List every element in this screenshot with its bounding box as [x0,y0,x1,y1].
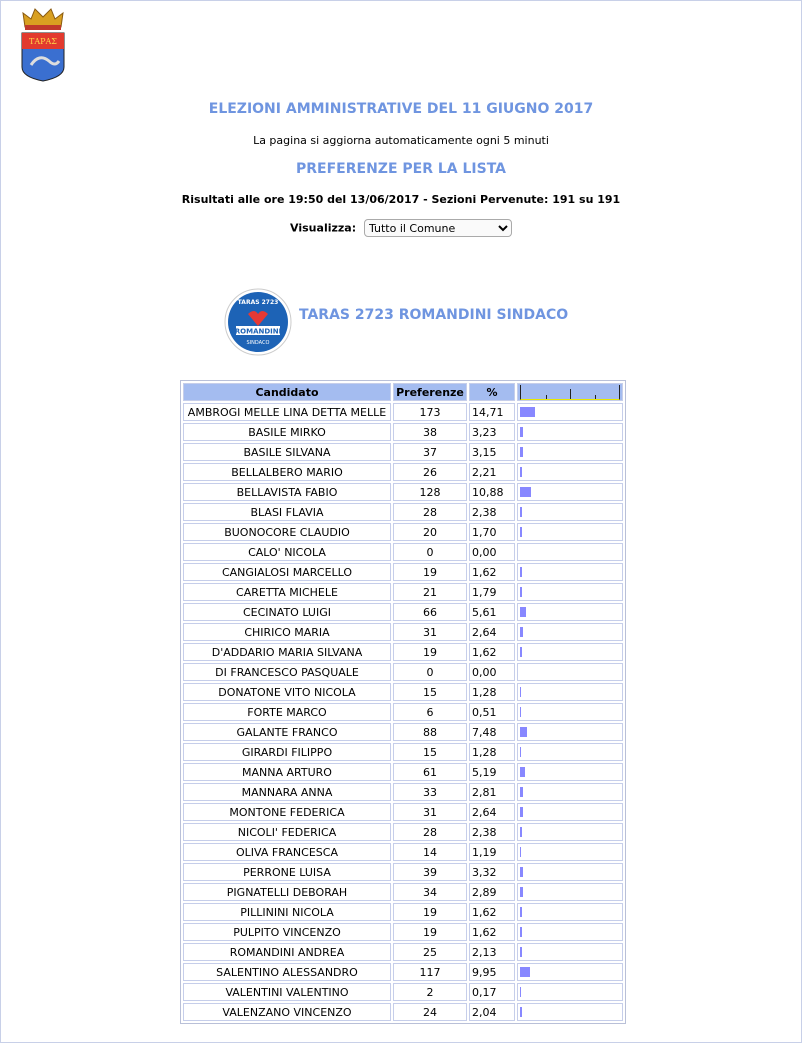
candidate-name: CHIRICO MARIA [183,623,391,641]
percent-bar-cell [517,483,623,501]
table-row [183,763,623,781]
percent-value: 0,51 [469,703,515,721]
scale-ruler [520,385,620,400]
percent-bar [520,747,521,757]
percent-bar-cell [517,463,623,481]
percent-value: 3,32 [469,863,515,881]
preference-count: 0 [393,663,467,681]
table-row [183,843,623,861]
candidate-name: BLASI FLAVIA [183,503,391,521]
table-row [183,543,623,561]
candidate-name: CECINATO LUIGI [183,603,391,621]
percent-bar [520,407,535,417]
refresh-note: La pagina si aggiorna automaticamente ogni 5 minuti [253,134,549,147]
header-bar-scale [517,383,623,401]
percent-bar [520,827,522,837]
percent-bar [520,887,523,897]
percent-bar-cell [517,903,623,921]
city-crest-logo [19,5,67,83]
percent-bar-cell [517,583,623,601]
table-row [183,923,623,941]
percent-bar-cell [517,723,623,741]
percent-bar-cell [517,443,623,461]
table-row [183,723,623,741]
table-row [183,503,623,521]
preference-count: 39 [393,863,467,881]
percent-bar [520,587,522,597]
candidate-name: BASILE SILVANA [183,443,391,461]
preference-count: 31 [393,623,467,641]
preference-count: 66 [393,603,467,621]
preference-count: 173 [393,403,467,421]
percent-value: 14,71 [469,403,515,421]
table-row [183,963,623,981]
candidate-name: ROMANDINI ANDREA [183,943,391,961]
percent-bar [520,527,522,537]
list-name: TARAS 2723 ROMANDINI SINDACO [299,307,569,323]
percent-bar-cell [517,603,623,621]
percent-bar-cell [517,703,623,721]
percent-bar [520,507,522,517]
percent-bar [520,867,523,877]
percent-bar [520,467,522,477]
list-logo [224,288,292,356]
percent-bar [520,447,523,457]
candidate-name: SALENTINO ALESSANDRO [183,963,391,981]
percent-value: 9,95 [469,963,515,981]
percent-bar-cell [517,403,623,421]
percent-value: 5,19 [469,763,515,781]
preference-count: 14 [393,843,467,861]
percent-value: 0,17 [469,983,515,1001]
percent-value: 1,62 [469,923,515,941]
table-row [183,403,623,421]
candidate-name: FORTE MARCO [183,703,391,721]
percent-value: 1,62 [469,563,515,581]
table-row [183,1003,623,1021]
percent-value: 1,19 [469,843,515,861]
list-logo-text-bottom: SINDACO [246,340,270,346]
table-row [183,443,623,461]
percent-value: 2,38 [469,503,515,521]
percent-bar [520,907,522,917]
preference-count: 26 [393,463,467,481]
percent-bar-cell [517,743,623,761]
percent-bar [520,627,523,637]
candidate-name: CANGIALOSI MARCELLO [183,563,391,581]
preference-count: 19 [393,903,467,921]
percent-bar-cell [517,803,623,821]
percent-value: 5,61 [469,603,515,621]
table-row [183,643,623,661]
candidate-name: NICOLI' FEDERICA [183,823,391,841]
preference-count: 37 [393,443,467,461]
candidate-name: AMBROGI MELLE LINA DETTA MELLE [183,403,391,421]
preference-count: 19 [393,643,467,661]
section-title: PREFERENZE PER LA LISTA [296,161,506,177]
candidate-name: MANNA ARTURO [183,763,391,781]
percent-bar [520,787,523,797]
percent-bar-cell [517,863,623,881]
header-percent: % [469,383,515,401]
candidate-name: BASILE MIRKO [183,423,391,441]
crest-text: ΤΑΡΑΣ [29,37,57,46]
table-row [183,943,623,961]
table-row [183,623,623,641]
preference-count: 31 [393,803,467,821]
percent-bar-cell [517,663,623,681]
list-logo-text-top: TARAS 2723 [237,299,279,306]
percent-bar-cell [517,763,623,781]
percent-value: 1,70 [469,523,515,541]
page-title: ELEZIONI AMMINISTRATIVE DEL 11 GIUGNO 2017 [208,101,594,117]
candidate-name: BUONOCORE CLAUDIO [183,523,391,541]
percent-bar [520,607,526,617]
percent-bar-cell [517,983,623,1001]
preference-count: 15 [393,743,467,761]
percent-bar-cell [517,563,623,581]
preference-count: 88 [393,723,467,741]
percent-bar-cell [517,783,623,801]
preferences-table [180,380,626,1024]
preference-count: 15 [393,683,467,701]
table-row [183,583,623,601]
header-candidato: Candidato [183,383,391,401]
percent-bar [520,567,522,577]
table-row [183,743,623,761]
table-row [183,463,623,481]
percent-value: 2,64 [469,623,515,641]
percent-bar [520,427,523,437]
percent-value: 1,62 [469,903,515,921]
percent-bar-cell [517,1003,623,1021]
percent-value: 0,00 [469,663,515,681]
percent-bar [520,1007,522,1017]
preference-count: 25 [393,943,467,961]
candidate-name: VALENTINI VALENTINO [183,983,391,1001]
percent-value: 2,21 [469,463,515,481]
percent-bar [520,847,521,857]
percent-value: 2,38 [469,823,515,841]
percent-value: 7,48 [469,723,515,741]
candidate-name: DI FRANCESCO PASQUALE [183,663,391,681]
percent-bar-cell [517,543,623,561]
preference-count: 28 [393,823,467,841]
percent-bar [520,967,530,977]
preference-count: 34 [393,883,467,901]
candidate-name: DONATONE VITO NICOLA [183,683,391,701]
table-row [183,663,623,681]
percent-bar-cell [517,503,623,521]
candidate-name: MANNARA ANNA [183,783,391,801]
percent-bar [520,727,527,737]
preference-count: 19 [393,563,467,581]
percent-bar [520,487,531,497]
percent-bar [520,927,522,937]
percent-value: 1,79 [469,583,515,601]
percent-value: 0,00 [469,543,515,561]
table-row [183,823,623,841]
percent-value: 1,28 [469,743,515,761]
percent-bar-cell [517,523,623,541]
percent-bar-cell [517,963,623,981]
percent-value: 2,04 [469,1003,515,1021]
percent-bar-cell [517,683,623,701]
percent-bar-cell [517,423,623,441]
preference-count: 2 [393,983,467,1001]
percent-bar-cell [517,843,623,861]
table-row [183,563,623,581]
table-row [183,523,623,541]
percent-bar-cell [517,623,623,641]
table-row [183,483,623,501]
percent-bar [520,687,521,697]
view-filter [1,219,801,237]
preference-count: 117 [393,963,467,981]
percent-bar-cell [517,643,623,661]
scale-tick [546,395,547,399]
preference-count: 61 [393,763,467,781]
candidate-name: GALANTE FRANCO [183,723,391,741]
percent-value: 1,28 [469,683,515,701]
table-row [183,903,623,921]
table-row [183,683,623,701]
results-status: Risultati alle ore 19:50 del 13/06/2017 - Sezioni Pervenute: 191 su 191 [181,193,621,206]
percent-bar-cell [517,883,623,901]
scale-tick [570,389,571,399]
candidate-name: CARETTA MICHELE [183,583,391,601]
table-row [183,883,623,901]
preference-count: 20 [393,523,467,541]
preference-count: 24 [393,1003,467,1021]
table-row [183,783,623,801]
header-preferenze: Preferenze [393,383,467,401]
preference-count: 38 [393,423,467,441]
view-label: Visualizza: [290,221,357,235]
percent-value: 3,15 [469,443,515,461]
candidate-name: OLIVA FRANCESCA [183,843,391,861]
candidate-name: VALENZANO VINCENZO [183,1003,391,1021]
percent-value: 2,81 [469,783,515,801]
percent-value: 2,89 [469,883,515,901]
table-row [183,803,623,821]
preference-count: 33 [393,783,467,801]
preference-count: 19 [393,923,467,941]
table-header-row [183,383,623,401]
scale-tick [595,395,596,399]
percent-bar [520,947,522,957]
percent-bar [520,767,525,777]
view-select[interactable] [364,219,512,237]
candidate-name: BELLAVISTA FABIO [183,483,391,501]
candidate-name: PULPITO VINCENZO [183,923,391,941]
candidate-name: BELLALBERO MARIO [183,463,391,481]
preference-count: 21 [393,583,467,601]
candidate-name: CALO' NICOLA [183,543,391,561]
candidate-name: PERRONE LUISA [183,863,391,881]
candidate-name: PIGNATELLI DEBORAH [183,883,391,901]
percent-value: 2,13 [469,943,515,961]
percent-value: 1,62 [469,643,515,661]
preference-count: 128 [393,483,467,501]
candidate-name: MONTONE FEDERICA [183,803,391,821]
percent-bar [520,807,523,817]
percent-bar [520,707,521,717]
table-row [183,603,623,621]
preference-count: 6 [393,703,467,721]
candidate-name: GIRARDI FILIPPO [183,743,391,761]
preference-count: 0 [393,543,467,561]
percent-bar-cell [517,823,623,841]
table-row [183,983,623,1001]
percent-value: 2,64 [469,803,515,821]
candidate-name: D'ADDARIO MARIA SILVANA [183,643,391,661]
table-row [183,423,623,441]
table-row [183,703,623,721]
percent-value: 10,88 [469,483,515,501]
percent-bar-cell [517,943,623,961]
candidate-name: PILLININI NICOLA [183,903,391,921]
percent-value: 3,23 [469,423,515,441]
list-logo-text-mid: ROMANDINI [234,327,282,336]
percent-bar-cell [517,923,623,941]
preference-count: 28 [393,503,467,521]
table-row [183,863,623,881]
percent-bar [520,647,522,657]
